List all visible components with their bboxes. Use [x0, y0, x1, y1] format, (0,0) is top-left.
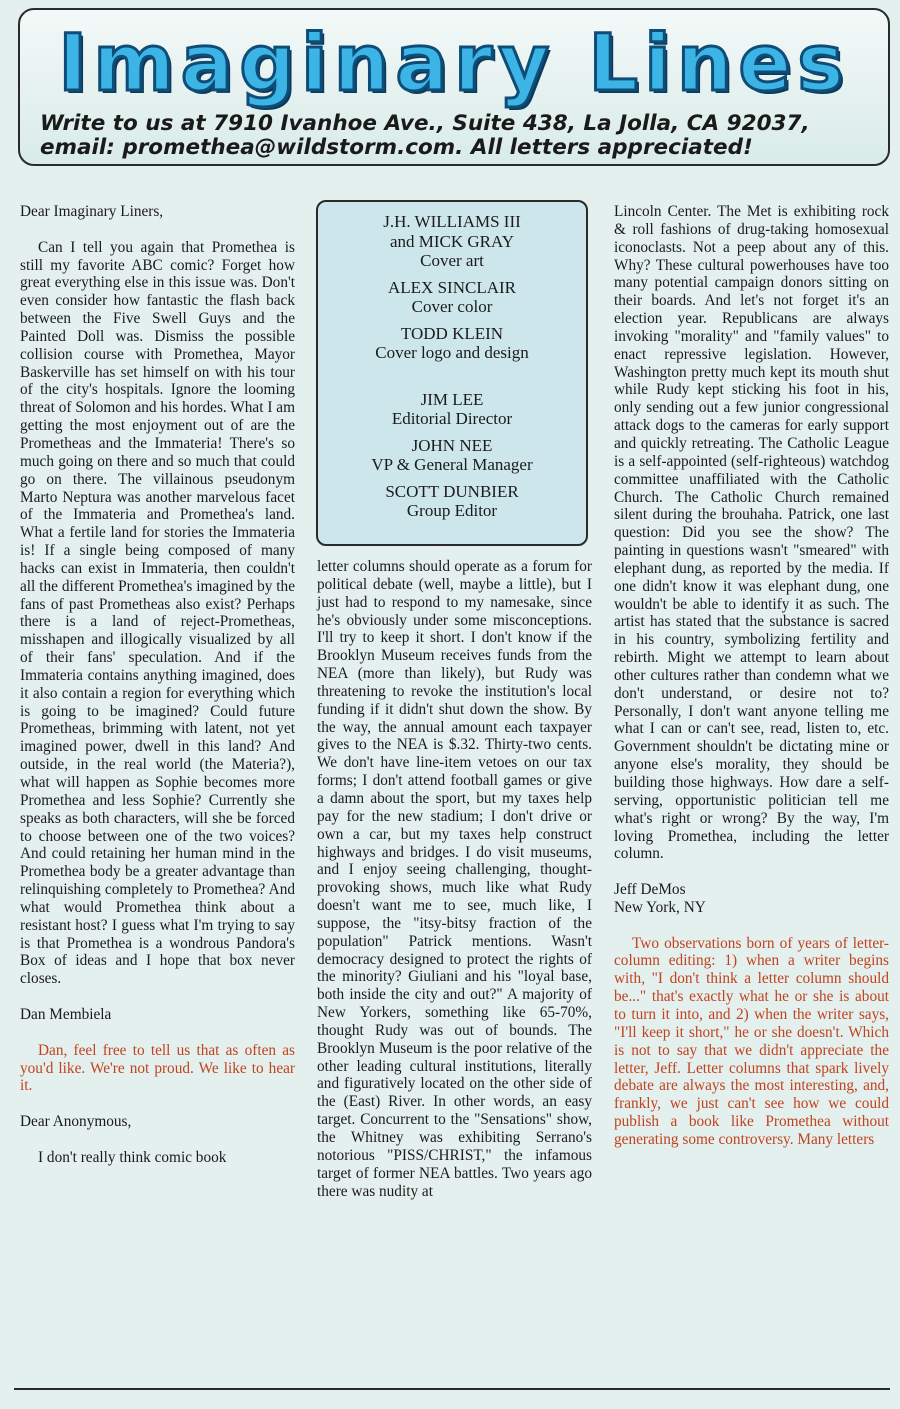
credit-name: JOHN NEE — [411, 435, 493, 455]
credit-general-manager — [318, 436, 586, 475]
letter2-editor-reply: Two observations born of years of letter-column editing: 1) when a writer begins with, "I don't think a letter column should be..." that's exactly what he or she is about to turn it into, and 2) when the writer says, "I'll keep it short," he or she doesn't. Which is not to say that we didn't appreciate the letter, Jeff. Letter columns that spark lively debate are always the most interesting, and, frankly, we just can't see how we could publish a book like Promethea without generating some controversy. Many letters — [614, 934, 889, 1148]
credit-name: ALEX SINCLAIR — [388, 277, 516, 297]
credit-cover-color — [318, 278, 586, 317]
credit-role: Cover logo and design — [375, 343, 529, 362]
credit-role: Cover color — [411, 297, 493, 316]
column-2 — [317, 558, 592, 1200]
column-logo: Imaginary Lines — [58, 19, 850, 109]
credit-name: and MICK GRAY — [389, 231, 515, 251]
letter2-signature-name: Jeff DeMos — [614, 881, 686, 899]
letter1-signature: Dan Membiela — [20, 1005, 112, 1023]
credit-role: Group Editor — [406, 501, 498, 520]
letter1-editor-reply: Dan, feel free to tell us that as often as you'd like. We're not proud. We like to hear it. — [20, 1041, 295, 1095]
credit-role: VP & General Manager — [371, 455, 533, 474]
column-1 — [20, 203, 295, 1167]
letter2-signature-place: New York, NY — [614, 898, 706, 916]
address-line-2: email: promethea@wildstorm.com. All letters appreciated! — [40, 135, 753, 160]
credit-group-editor — [318, 482, 586, 521]
credit-role: Editorial Director — [391, 409, 513, 428]
credit-editorial-director — [318, 390, 586, 429]
letter2-salutation: Dear Anonymous, — [20, 1113, 132, 1131]
column-3 — [614, 203, 889, 1149]
letter2-body-middle: letter columns should operate as a forum for political debate (well, maybe a little), but I just had to respond to my namesake, since he's obviously under some misconceptions. I'll try to keep it short. I don't know if the Brooklyn Museum receives funds from the NEA (more than likely), but Rudy was threatening to revoke the institution's local funding if it didn't shut down the show. By the way, the annual amount each taxpayer gives to the NEA is $.32. Thirty-two cents. We don't have line-item vetoes on our tax forms; I don't attend football games or give a damn about the sport, but my taxes help pay for the new stadium; I don't drive or own a car, but my taxes help construct highways and bridges. I do visit museums, and I enjoy seeing challenging, thought-provoking shows, much like what Rudy doesn't want me to see, much like, I suppose, the "itsy-bitsy fraction of the population" Patrick mentions. Wasn't democracy designed to protect the rights of the minority? Giuliani and his "loyal base, both inside the city and out?" A majority of New Yorkers, something like 65-70%, thought Rudy was out of bounds. The Brooklyn Museum is the poor relative of the other leading cultural institutions, literally and figuratively located on the other side of the (East) River. In other words, an easy target. Concurrent to the "Sensations" show, the Whitney was exhibiting Serrano's notorious "PISS/CHRIST," the infamous target of former NEA battles. Two years ago there was nudity at — [317, 558, 592, 1200]
credits-box — [316, 200, 588, 546]
column-header — [18, 8, 890, 166]
credit-cover-art — [318, 212, 586, 271]
credit-cover-logo — [318, 324, 586, 363]
credit-name: TODD KLEIN — [400, 323, 504, 343]
letter1-salutation: Dear Imaginary Liners, — [20, 203, 164, 220]
address-line-1: Write to us at 7910 Ivanhoe Ave., Suite 438, La Jolla, CA 92037, — [40, 111, 810, 136]
credit-role: Cover art — [420, 251, 484, 270]
credit-name: JIM LEE — [420, 389, 484, 409]
letter2-body-start: I don't really think comic book — [38, 1148, 227, 1166]
mailing-address — [40, 112, 880, 160]
credit-name: J.H. WILLIAMS III — [383, 212, 521, 231]
bottom-rule — [14, 1388, 890, 1390]
letter1-body: Can I tell you again that Promethea is still my favorite ABC comic? Forget how great everything else in this issue was. Don't even consider how fantastic the flash back between the Five Swell Guys and the Painted Doll was. Dismiss the possible collision course with Promethea, Mayor Baskerville has set himself on with his tour of the city's hospitals. Ignore the looming threat of Solomon and his hordes. What I am getting the most enjoyment out of are the Prometheas and the Immateria! There's so much going on there and so much that could go on there. The villainous pseudonym Marto Neptura was another marvelous facet of the Immateria and Promethea's land. What a fertile land for stories the Immateria is! If a single being composed of many hacks can exist in Immateria, then couldn't all the different Promethea's imagined by the fans of past Prometheas also exist? Perhaps there is a land of reject-Prometheas, misshapen and illogically visualized by all of their fans' speculation. And if the Immateria contains anything imagined, does it also contain a region for everything which is going to be imagined? Could future Prometheas, brimming with latent, not yet imagined power, dwell in this land? And outside, in the real world (the Materia?), what will happen as Sophie becomes more Promethea and less Sophie? Currently she speaks as both characters, will she be forced to choose between one of the two voices? And could retaining her human mind in the Promethea body be a greater advantage than relinquishing completely to Promethea? And what would Promethea think about a resistant host? I guess what I'm trying to say is that Promethea is a wondrous Pandora's Box of ideas and I hope that box never closes. — [20, 238, 295, 988]
letter2-body-end: Lincoln Center. The Met is exhibiting rock & roll fashions of drug-taking homosexual iconoclasts. Not a peep about any of this. Why? These cultural powerhouses have too many potential campaign donors sitting on their boards. And let's not forget it's an election year. Republicans are always invoking "morality" and "family values" to enact repressive legislation. However, Washington pretty much kept its mouth shut while Rudy kept sticking his foot in his, only sending out a few junior congressional attack dogs to the cameras for early support and quickly retreating. The Catholic League is a self-appointed (self-righteous) watchdog committee unaffiliated with the Catholic Church. The Catholic Church remained silent during the brouhaha. Patrick, one last question: Did you see the show? The painting in questions wasn't "smeared" with elephant dung, as reported by the media. If one didn't know it was elephant dung, one wouldn't be able to identify it as such. The artist has stated that the substance is sacred in his country, symbolizing fertility and rebirth. Might we attempt to learn about other cultures rather than condemn what we don't understand, or desire not to? Personally, I don't want anyone telling me what I can or can't see, read, listen to, etc. Government shouldn't be dictating mine or anyone else's morality, they should be building those highways. How dare a self-serving, opportunistic politician tell me what's right or wrong? By the way, I'm loving Promethea, including the letter column. — [614, 203, 889, 863]
credit-name: SCOTT DUNBIER — [385, 481, 519, 501]
